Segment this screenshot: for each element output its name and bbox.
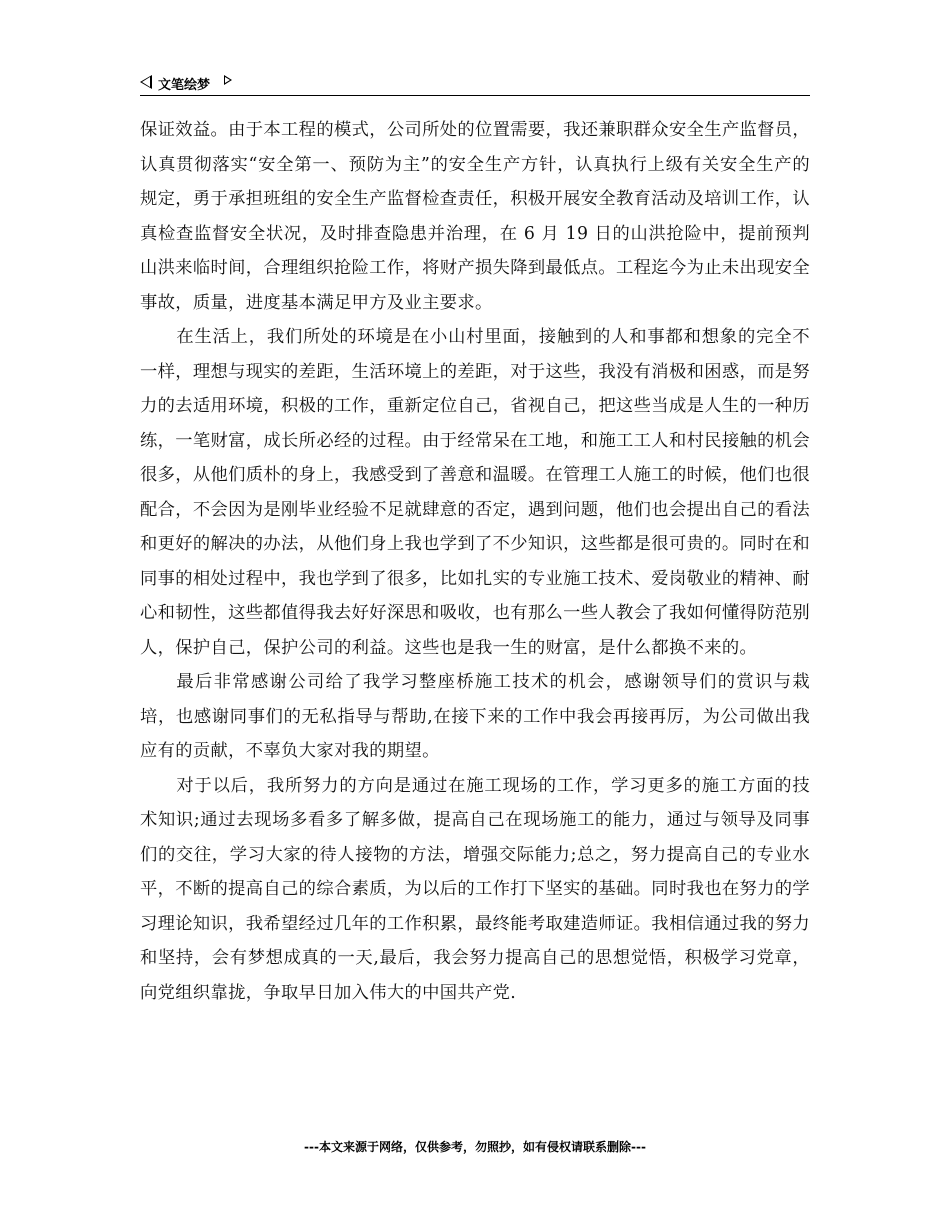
triangle-left-icon (140, 75, 152, 89)
triangle-right-icon (224, 75, 232, 85)
page-footer: ---本文来源于网络，仅供参考，勿照抄，如有侵权请联系删除--- (304, 1140, 646, 1154)
header-title: 文笔绘梦 (158, 78, 211, 93)
paragraph-thanks: 最后非常感谢公司给了我学习整座桥施工技术的机会，感谢领导们的赏识与栽培，也感谢同事们的无私指导与帮助,在接下来的工作中我会再接再厉，为公司做出我应有的贡献，不辜负大家对我的期望。 (140, 672, 810, 761)
paragraph-life: 在生活上，我们所处的环境是在小山村里面，接触到的人和事都和想象的完全不一样，理想与现实的差距，生活环境上的差距，对于这些，我没有消极和困惑，而是努力的去适用环境，积极的工作，重新定位自己，省视自己，把这些当成是人生的一种历练，一笔财富，成长所必经的过程。由于经常呆在工地，和施工工人和村民接触的机会很多，从他们质朴的身上，我感受到了善意和温暖。在管理工人施工的时候，他们也很配合，不会因为是刚毕业经验不足就肆意的否定，遇到问题，他们也会提出自己的看法和更好的解决的办法，从他们身上我也学到了不少知识，这些都是很可贵的。同时在和同事的相处过程中，我也学到了很多，比如扎实的专业施工技术、爱岗敬业的精神、耐心和韧性，这些都值得我去好好深思和吸收，也有那么一些人教会了我如何懂得防范别人，保护自己，保护公司的利益。这些也是我一生的财富，是什么都换不来的。 (140, 327, 810, 658)
page-header (140, 73, 810, 96)
paragraph-future: 对于以后，我所努力的方向是通过在施工现场的工作，学习更多的施工方面的技术知识;通过去现场多看多了解多做，提高自己在现场施工的能力，通过与领导及同事们的交往，学习大家的待人接物的方法，增强交际能力;总之，努力提高自己的专业水平，不断的提高自己的综合素质，为以后的工作打下坚实的基础。同时我也在努力的学习理论知识，我希望经过几年的工作积累，最终能考取建造师证。我相信通过我的努力和坚持，会有梦想成真的一天,最后，我会努力提高自己的思想觉悟，积极学习党章，向党组织靠拢，争取早日加入伟大的中国共产党. (140, 775, 810, 1003)
document-body (140, 113, 810, 1010)
paragraph-continuation: 保证效益。由于本工程的模式，公司所处的位置需要，我还兼职群众安全生产监督员，认真贯彻落实“安全第一、预防为主”的安全生产方针，认真执行上级有关安全生产的规定，勇于承担班组的安全生产监督检查责任，积极开展安全教育活动及培训工作，认真检查监督安全状况，及时排查隐患并治理，在 6 月 19 日的山洪抢险中，提前预判山洪来临时间，合理组织抢险工作，将财产损失降到最低点。工程迄今为止未出现安全事故，质量，进度基本满足甲方及业主要求。 (140, 120, 810, 313)
